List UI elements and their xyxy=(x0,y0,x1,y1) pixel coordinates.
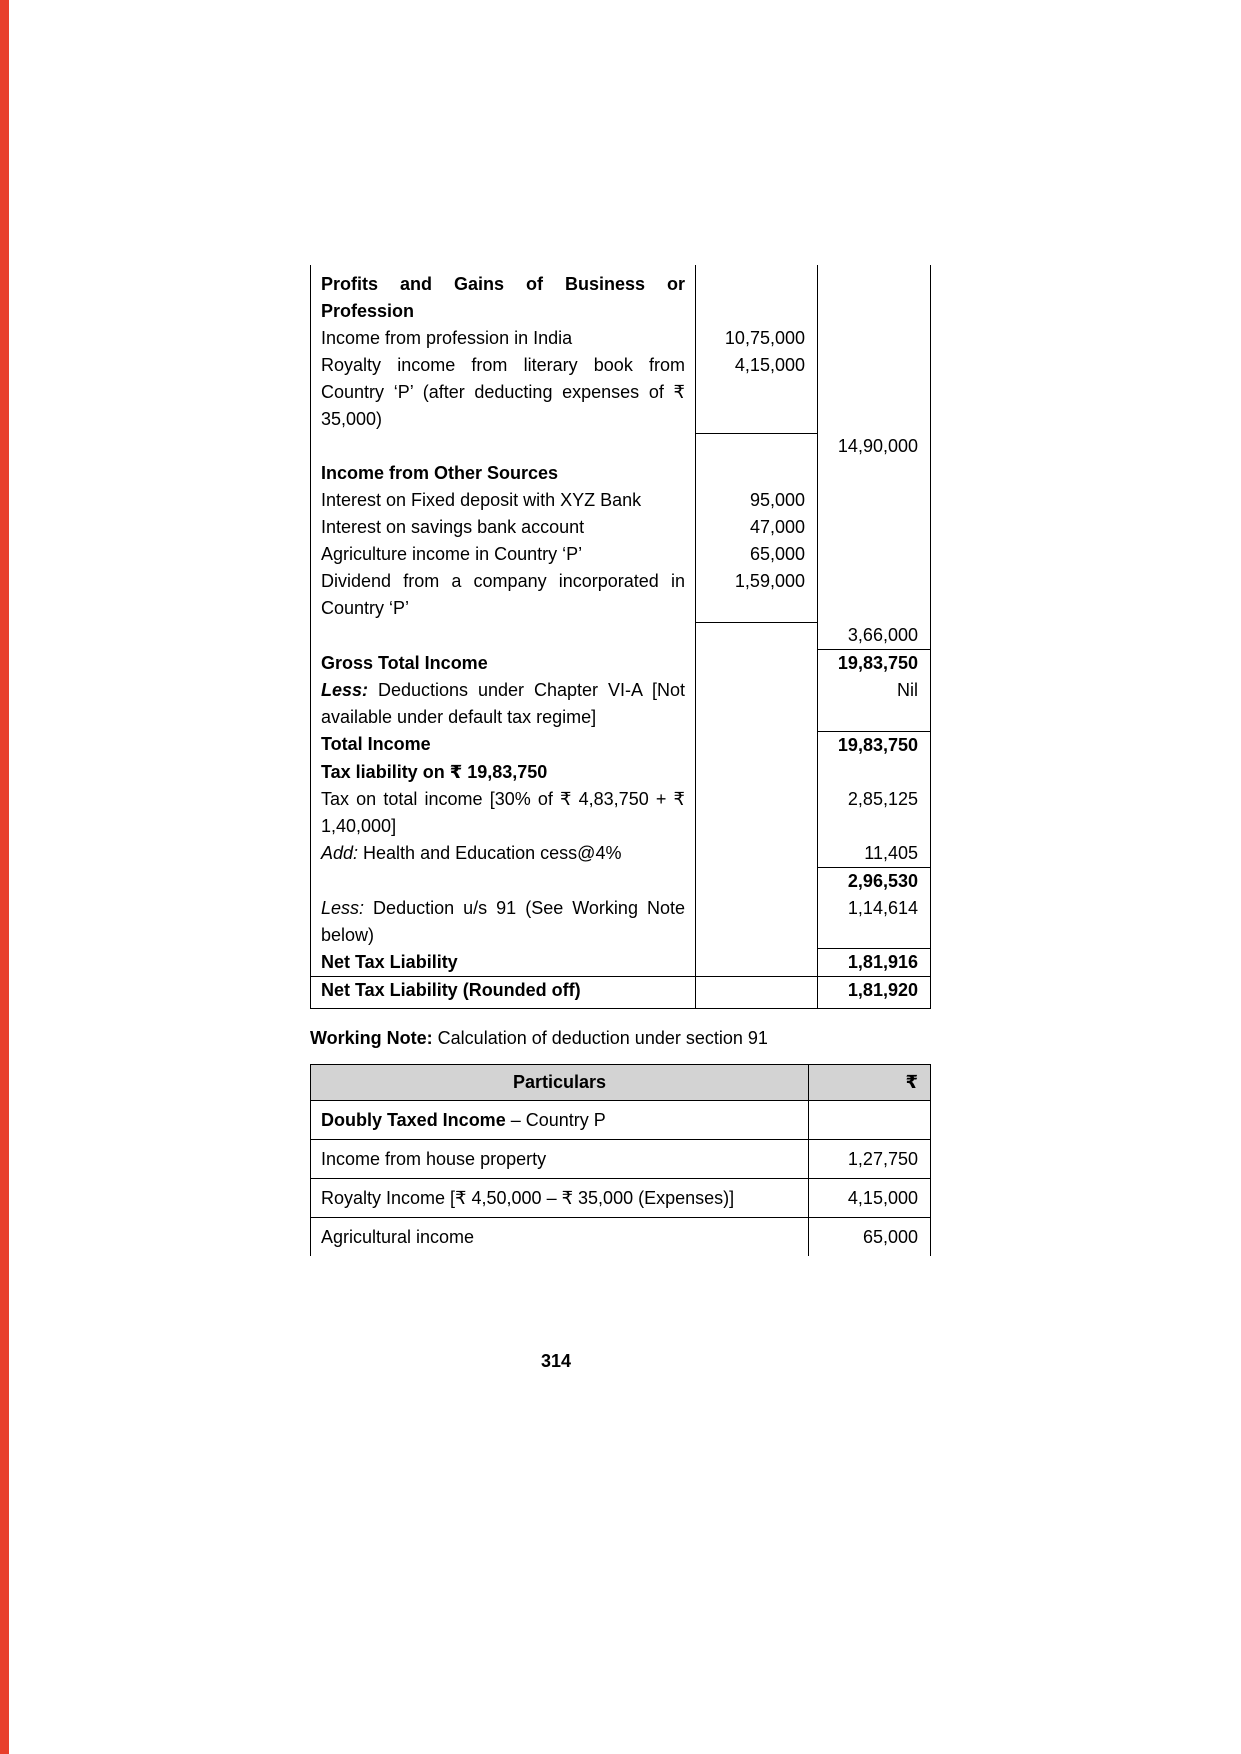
particulars-cell xyxy=(311,433,696,460)
row-label: Deduction u/s 91 (See Working Note below) xyxy=(321,897,685,945)
row-label: Agricultural income xyxy=(321,1227,475,1247)
row-label: Income from house property xyxy=(321,1149,547,1169)
particulars-cell xyxy=(311,650,696,678)
amount-cell: 65,000 xyxy=(862,1227,918,1247)
row-label: Income from profession in India xyxy=(321,328,573,348)
row-label: Health and Education cess@4% xyxy=(358,842,622,863)
table-row xyxy=(311,622,931,650)
working-note-heading xyxy=(310,1025,930,1052)
amount-col1-cell: 4,15,000 xyxy=(696,352,818,433)
amount-col2-cell: 14,90,000 xyxy=(837,436,918,456)
particulars-cell xyxy=(311,541,696,568)
table-row xyxy=(311,677,931,731)
row-label: Profits and Gains of Business or Profession xyxy=(321,274,685,321)
amount-col2-cell xyxy=(818,265,931,325)
row-prefix: Less: xyxy=(321,897,365,918)
row-prefix: Doubly Taxed Income xyxy=(321,1110,506,1130)
particulars-cell xyxy=(311,487,696,514)
row-label: Interest on Fixed deposit with XYZ Bank xyxy=(321,490,642,510)
amount-col1-cell xyxy=(696,786,818,840)
amount-col1-cell xyxy=(696,433,818,460)
row-label: Royalty Income [₹ 4,50,000 – ₹ 35,000 (Expenses)] xyxy=(321,1188,735,1208)
table-row xyxy=(311,514,931,541)
amount-col2-cell xyxy=(818,460,931,487)
table-row xyxy=(311,731,931,759)
amount-col1-cell: 47,000 xyxy=(696,514,818,541)
amount-col2-cell: 1,14,614 xyxy=(847,897,918,918)
table-row xyxy=(311,759,931,786)
content-area xyxy=(310,265,930,1256)
table-row xyxy=(311,977,931,1009)
amount-col2-cell: Nil xyxy=(897,680,918,700)
table-row xyxy=(311,568,931,622)
amount-col2-cell xyxy=(818,514,931,541)
amount-col1-cell xyxy=(696,677,818,731)
working-note-table xyxy=(310,1064,931,1256)
table-row xyxy=(311,1218,931,1257)
particulars-cell xyxy=(311,786,696,840)
particulars-cell xyxy=(311,568,696,622)
table-row xyxy=(311,895,931,949)
particulars-cell xyxy=(311,759,696,786)
amount-col1-cell xyxy=(696,731,818,759)
table-row xyxy=(311,1179,931,1218)
particulars-cell xyxy=(311,677,696,731)
particulars-cell xyxy=(311,265,696,325)
amount-col2-cell: 19,83,750 xyxy=(818,650,931,678)
row-label: Tax on total income [30% of ₹ 4,83,750 + ₹ 1,40,000] xyxy=(321,788,685,836)
table-row xyxy=(311,786,931,840)
row-label: Tax liability on ₹ 19,83,750 xyxy=(321,761,548,782)
amount-col1-cell: 1,59,000 xyxy=(696,568,818,622)
table-row xyxy=(311,1101,931,1140)
table-row xyxy=(311,433,931,460)
amount-col1-cell xyxy=(696,265,818,325)
table-row xyxy=(311,949,931,977)
table-row xyxy=(311,487,931,514)
amount-cell xyxy=(809,1101,931,1140)
particulars-cell xyxy=(311,325,696,352)
particulars-cell xyxy=(311,1218,809,1257)
particulars-cell xyxy=(311,977,696,1009)
row-prefix: Add: xyxy=(321,842,359,863)
amount-col2-cell xyxy=(818,759,931,786)
row-prefix: Less: xyxy=(321,680,369,700)
amount-col1-cell xyxy=(696,759,818,786)
amount-col2-cell xyxy=(818,352,931,433)
amount-col2-cell xyxy=(818,487,931,514)
amount-col2-cell xyxy=(818,325,931,352)
particulars-cell xyxy=(311,1101,809,1140)
amount-col2-cell: 19,83,750 xyxy=(818,731,931,759)
row-label: Agriculture income in Country ‘P’ xyxy=(321,544,583,564)
amount-col2-cell: 2,96,530 xyxy=(818,867,931,895)
amount-col1-cell xyxy=(696,622,818,650)
row-label: Royalty income from literary book from Country ‘P’ (after deducting expenses of ₹ 35,000) xyxy=(321,355,685,429)
amount-col1-cell: 95,000 xyxy=(696,487,818,514)
particulars-cell xyxy=(311,1179,809,1218)
amount-col1-cell xyxy=(696,867,818,895)
amount-col2-cell: 11,405 xyxy=(864,842,918,863)
table-row xyxy=(311,541,931,568)
row-label: Net Tax Liability (Rounded off) xyxy=(321,980,581,1000)
rupee-column-header: ₹ xyxy=(809,1065,931,1101)
working-note-text: Calculation of deduction under section 91 xyxy=(432,1028,768,1048)
working-note-label: Working Note: xyxy=(310,1028,433,1048)
row-label: Dividend from a company incorporated in Country ‘P’ xyxy=(321,571,685,618)
page-number: 314 xyxy=(540,1351,572,1371)
tax-computation-table xyxy=(310,265,931,1009)
table-row xyxy=(311,325,931,352)
amount-col2-cell xyxy=(818,541,931,568)
particulars-cell xyxy=(311,352,696,433)
row-label: Income from Other Sources xyxy=(321,463,559,483)
row-label: Total Income xyxy=(321,734,431,754)
amount-col2-cell: 1,81,916 xyxy=(818,949,931,977)
amount-col1-cell xyxy=(696,949,818,977)
particulars-cell xyxy=(311,840,696,868)
table-row xyxy=(311,460,931,487)
table-row xyxy=(311,265,931,325)
particulars-cell xyxy=(311,514,696,541)
table-row xyxy=(311,867,931,895)
particulars-cell xyxy=(311,460,696,487)
amount-col2-cell: 2,85,125 xyxy=(847,788,918,809)
row-label: Interest on savings bank account xyxy=(321,517,585,537)
table-header-row xyxy=(311,1065,931,1101)
amount-col1-cell: 10,75,000 xyxy=(696,325,818,352)
amount-col1-cell xyxy=(696,977,818,1009)
table-row xyxy=(311,352,931,433)
row-label: Gross Total Income xyxy=(321,652,488,673)
particulars-column-header: Particulars xyxy=(311,1065,809,1101)
amount-col2-cell: 3,66,000 xyxy=(847,625,918,645)
particulars-cell xyxy=(311,1140,809,1179)
amount-cell: 4,15,000 xyxy=(809,1179,931,1218)
amount-col2-cell xyxy=(818,568,931,622)
scan-edge-stripe xyxy=(0,0,9,1754)
row-label: Deductions under Chapter VI-A [Not available under default tax regime] xyxy=(321,680,685,727)
particulars-cell xyxy=(311,949,696,977)
table-row xyxy=(311,1140,931,1179)
table-row xyxy=(311,840,931,868)
amount-cell: 1,27,750 xyxy=(809,1140,931,1179)
particulars-cell xyxy=(311,731,696,759)
table-row xyxy=(311,650,931,678)
particulars-cell xyxy=(311,622,696,650)
amount-col1-cell xyxy=(696,650,818,678)
particulars-cell xyxy=(311,895,696,949)
amount-col2-cell: 1,81,920 xyxy=(818,977,931,1009)
amount-col1-cell: 65,000 xyxy=(696,541,818,568)
particulars-cell xyxy=(311,867,696,895)
row-label: – Country P xyxy=(505,1110,606,1130)
amount-col1-cell xyxy=(696,460,818,487)
amount-col1-cell xyxy=(696,840,818,868)
amount-col1-cell xyxy=(696,895,818,949)
row-label: Net Tax Liability xyxy=(321,951,458,972)
